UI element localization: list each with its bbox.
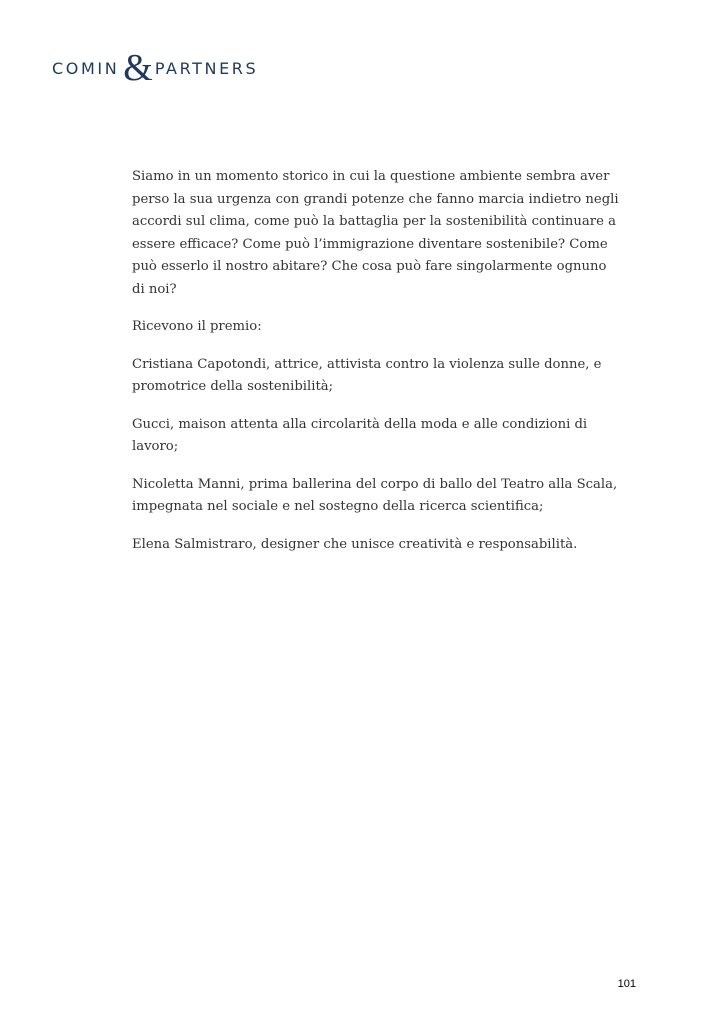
recipient-paragraph: Cristiana Capotondi, attrice, attivista contro la violenza sulle donne, e promotrice della sostenibilità;	[132, 356, 602, 394]
logo-word-partners: PARTNERS	[154, 59, 259, 78]
recipient-paragraph: Elena Salmistraro, designer che unisce creatività e responsabilità.	[132, 536, 578, 552]
recipient-paragraph: Gucci, maison attenta alla circolarità della moda e alle condizioni di lavoro;	[132, 416, 588, 454]
recipient-paragraph: Nicoletta Manni, prima ballerina del corpo di ballo del Teatro alla Scala, impegnata nel sociale e nel sostegno della ricerca scientifica;	[132, 476, 618, 514]
document-body	[132, 166, 622, 571]
company-logo	[52, 47, 259, 89]
logo-ampersand: &	[123, 47, 153, 89]
intro-paragraph: Siamo in un momento storico in cui la questione ambiente sembra aver perso la sua urgenza con grandi potenze che fanno marcia indietro negli accordi sul clima, come può la battaglia per la sostenibilità continuare a essere efficace? Come può l’immigrazione diventare sostenibile? Come può esserlo il nostro abitare? Che cosa può fare singolarmente ognuno di noi?	[132, 169, 619, 297]
page-number: 101	[617, 978, 636, 990]
logo-word-comin: COMIN	[52, 59, 120, 78]
award-intro-paragraph: Ricevono il premio:	[132, 319, 262, 334]
